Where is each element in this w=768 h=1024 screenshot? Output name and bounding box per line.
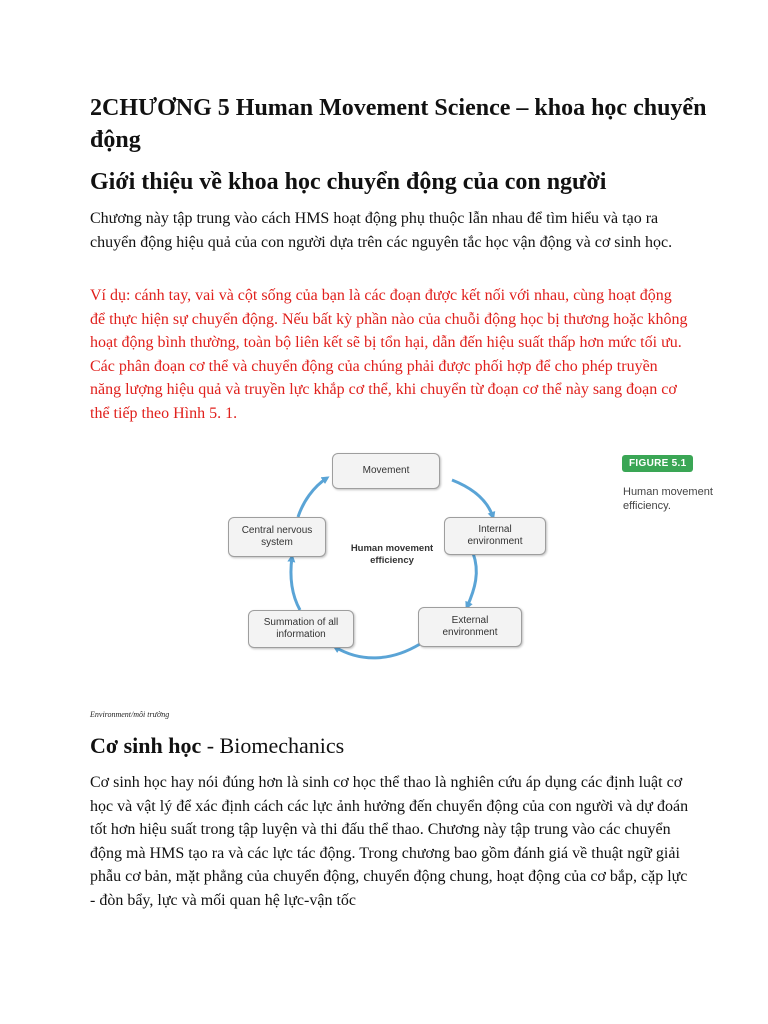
figure-center-label: Human movement efficiency xyxy=(350,543,434,566)
arrow-movement-to-internal xyxy=(452,480,493,517)
figure-badge: FIGURE 5.1 xyxy=(622,455,693,472)
figure-human-movement-efficiency xyxy=(220,447,740,672)
node-summation-of-all-information: Summation of all information xyxy=(248,610,354,648)
intro-paragraph: Chương này tập trung vào cách HMS hoạt động phụ thuộc lẫn nhau để tìm hiểu và tạo ra chuyển động hiệu quả của con người dựa trên các nguyên tắc học vận động và cơ sinh học. xyxy=(90,210,673,251)
node-central-nervous-system: Central nervous system xyxy=(228,517,326,557)
section-title: Giới thiệu về khoa học chuyển động của con người xyxy=(90,169,607,195)
environment-note: Environment/môi trường xyxy=(90,710,170,719)
node-external-environment: External environment xyxy=(418,607,522,647)
biomechanics-heading xyxy=(90,730,344,762)
arrow-summation-to-cns xyxy=(291,557,300,610)
example-paragraph: Ví dụ: cánh tay, vai và cột sống của bạn là các đoạn được kết nối với nhau, cùng hoạt động để thực hiện sự chuyển động. Nếu bất kỳ phần nào của chuỗi động học bị thương hoặc không hoạt động bình thường, toàn bộ liên kết sẽ bị tổn hại, dẫn đến hiệu suất thấp hơn mức tối ưu. Các phân đoạn cơ thể và chuyển động của chúng phải được phối hợp để cho phép truyền năng lượng hiệu quả và truyền lực khắp cơ thể, khi chuyển từ đoạn cơ thể này sang đoạn cơ thể tiếp theo Hình 5. 1. xyxy=(90,287,688,422)
figure-caption: Human movement efficiency. xyxy=(623,486,713,512)
arrow-cns-to-movement xyxy=(298,478,327,517)
biomechanics-paragraph: Cơ sinh học hay nói đúng hơn là sinh cơ học thể thao là nghiên cứu áp dụng các định luật cơ học và vật lý để xác định cách các lực ảnh hưởng đến chuyển động của con người và dự đoán tốt hơn hiệu suất trong tập luyện và thi đấu thể thao. Chương này tập trung vào các chuyển động mà HMS tạo ra và các lực tác động. Trong chương bao gồm đánh giá về thuật ngữ giải phẫu cơ bản, mặt phẳng của chuyển động, chuyển động chung, hoạt động của cơ bắp, cặp lực - đòn bẩy, lực và mối quan hệ lực-vận tốc xyxy=(90,774,689,909)
biomechanics-heading-bold: Cơ sinh học xyxy=(90,733,202,758)
node-movement: Movement xyxy=(332,453,440,489)
biomechanics-heading-plain: - Biomechanics xyxy=(201,733,345,758)
arrow-internal-to-external xyxy=(467,553,476,607)
node-internal-environment: Internal environment xyxy=(444,517,546,555)
chapter-title: 2CHƯƠNG 5 Human Movement Science – khoa học chuyển động xyxy=(90,95,707,153)
